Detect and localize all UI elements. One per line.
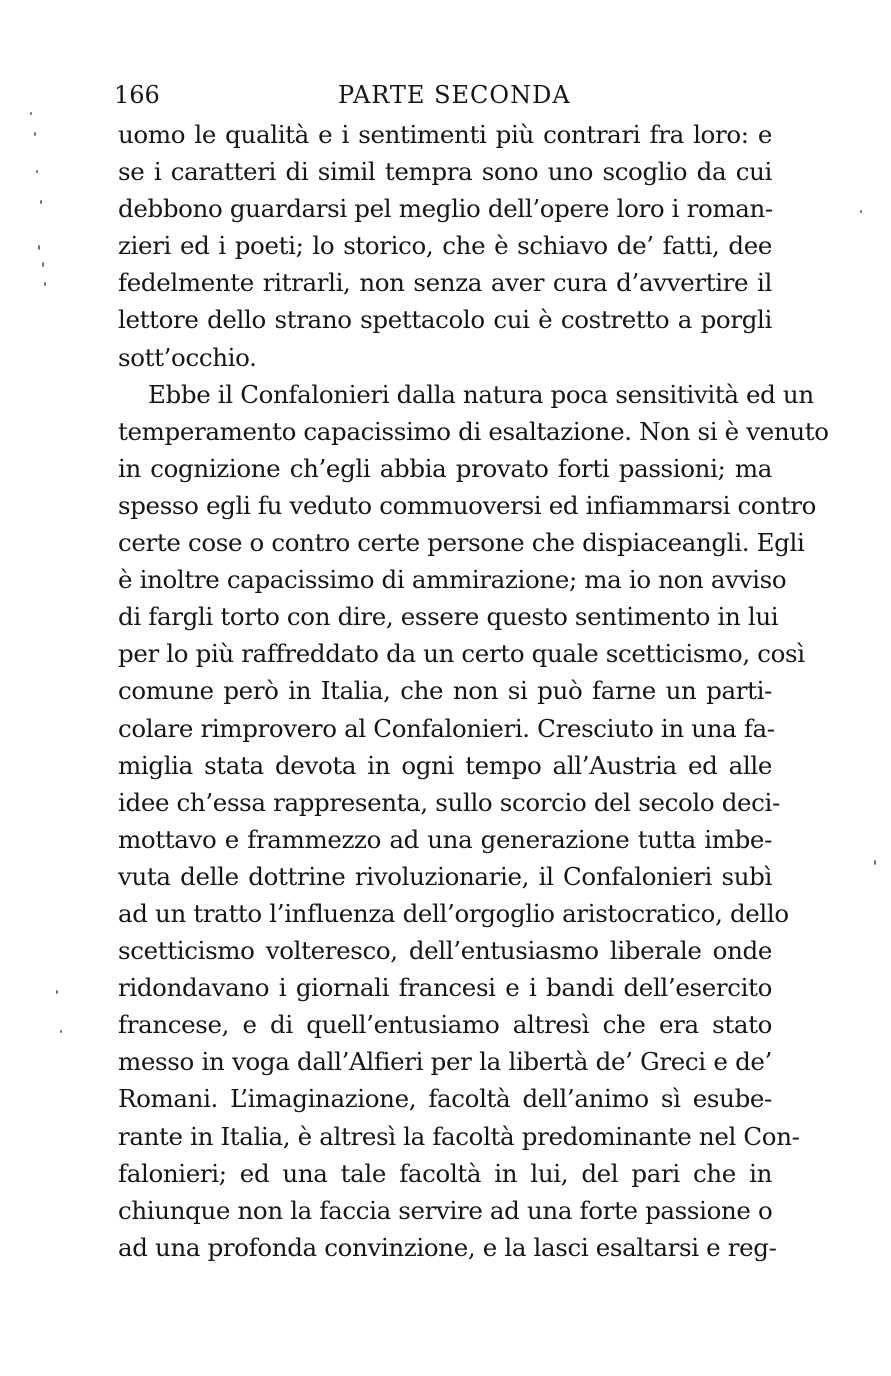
- text-line: scetticismo volteresco, dell’entusiasmo liberale onde: [118, 936, 772, 966]
- scan-speck: [38, 245, 40, 250]
- text-line: temperamento capacissimo di esaltazione. Non si è venuto: [118, 416, 829, 446]
- text-line: sott’occhio.: [118, 342, 257, 372]
- text-line: francese, e di quell’entusiamo altresì che era stato: [118, 1010, 772, 1040]
- scan-speck: [860, 210, 862, 213]
- body-text: [118, 116, 829, 1266]
- text-line: chiunque non la faccia servire ad una forte passione o: [118, 1195, 773, 1225]
- text-line: spesso egli fu veduto commuoversi ed infiammarsi contro: [118, 490, 816, 520]
- text-line: ridondavano i giornali francesi e i bandi dell’esercito: [118, 973, 772, 1003]
- text-line: messo in voga dall’Alfieri per la libertà de’ Greci e de’: [118, 1047, 772, 1077]
- scan-speck: [42, 262, 44, 267]
- text-line: colare rimprovero al Confalonieri. Cresciuto in una fa-: [118, 713, 775, 743]
- text-line: mottavo e frammezzo ad una generazione tutta imbe-: [118, 824, 772, 854]
- text-line: di fargli torto con dire, essere questo sentimento in lui: [118, 602, 779, 632]
- text-line: è inoltre capacissimo di ammirazione; ma io non avviso: [118, 565, 787, 595]
- text-line: falonieri; ed una tale facoltà in lui, del pari che in: [118, 1158, 772, 1188]
- scan-speck: [30, 112, 32, 115]
- scan-speck: [40, 200, 42, 204]
- running-title: PARTE SECONDA: [338, 81, 571, 109]
- text-line: Ebbe il Confalonieri dalla natura poca sensitività ed un: [148, 379, 814, 409]
- running-head: [114, 78, 774, 112]
- text-line: per lo più raffreddato da un certo quale scetticismo, così: [118, 639, 805, 669]
- text-line: fedelmente ritrarli, non senza aver cura d’avvertire il: [118, 268, 772, 298]
- text-line: Romani. L’imaginazione, facoltà dell’animo sì esube-: [118, 1084, 772, 1114]
- text-line: uomo le qualità e i sentimenti più contrari fra loro: e: [118, 120, 772, 149]
- paragraph-2: [118, 376, 829, 1266]
- text-line: zieri ed i poeti; lo storico, che è schiavo de’ fatti, dee: [118, 231, 772, 261]
- text-line: ad un tratto l’influenza dell’orgoglio aristocratico, dello: [118, 898, 789, 928]
- scan-speck: [56, 990, 58, 994]
- scan-speck: [44, 282, 46, 286]
- scan-speck: [60, 1030, 62, 1033]
- text-line: comune però in Italia, che non si può farne un parti-: [118, 676, 772, 706]
- text-line: certe cose o contro certe persone che dispiaceangli. Egli: [118, 528, 805, 558]
- paragraph-1: [118, 116, 772, 376]
- text-line: miglia stata devota in ogni tempo all’Austria ed alle: [118, 750, 772, 780]
- page-number: 166: [114, 81, 160, 109]
- text-line: ad una profonda convinzione, e la lasci esaltarsi e reg-: [118, 1232, 777, 1262]
- scan-speck: [34, 132, 36, 136]
- scan-speck: [36, 170, 38, 173]
- text-line: idee ch’essa rappresenta, sullo scorcio del secolo deci-: [118, 787, 780, 817]
- text-line: in cognizione ch’egli abbia provato forti passioni; ma: [118, 453, 772, 483]
- text-line: se i caratteri di simil tempra sono uno scoglio da cui: [118, 157, 772, 187]
- scan-speck: [874, 860, 876, 865]
- text-line: lettore dello strano spettacolo cui è costretto a porgli: [118, 305, 772, 335]
- text-line: rante in Italia, è altresì la facoltà predominante nel Con-: [118, 1121, 800, 1151]
- text-line: vuta delle dottrine rivoluzionarie, il Confalonieri subì: [118, 861, 772, 891]
- text-line: debbono guardarsi pel meglio dell’opere loro i roman-: [118, 194, 773, 224]
